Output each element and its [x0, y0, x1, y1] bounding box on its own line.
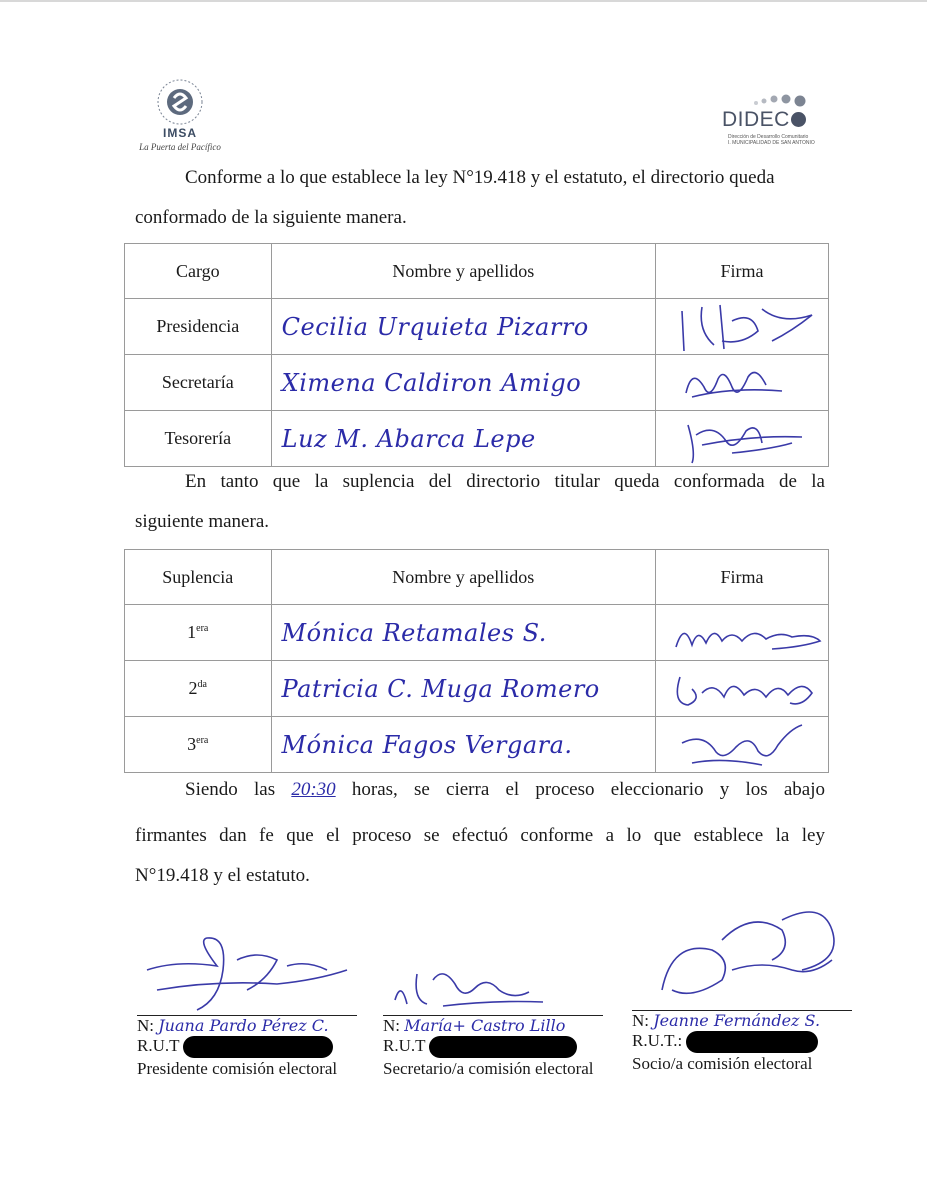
firma-cell [656, 717, 829, 773]
signature-block-secretario [383, 960, 613, 1080]
signature-image [662, 607, 822, 659]
signature-rut-row: R.U.T.: [632, 1031, 862, 1053]
suplencia-intro-line-1: En tanto que la suplencia del directorio titular queda conformada de la [185, 471, 825, 492]
table-header-row [125, 550, 829, 605]
closing-minutes: 30 [316, 779, 336, 800]
dideco-subtitle: Dirección de Desarrollo Comunitario I. MUNICIPALIDAD DE SAN ANTONIO [728, 134, 815, 146]
signature-image [632, 900, 862, 1010]
table-row [125, 605, 829, 661]
signature-name-row: N: María+ Castro Lillo [383, 1016, 566, 1035]
table-row [125, 355, 829, 411]
imsa-seal-icon [156, 78, 204, 126]
suplencia-cell: $3^{era}$ [125, 717, 272, 773]
signature-role: Presidente comisión electoral [137, 1059, 338, 1079]
redaction-bar [429, 1036, 577, 1058]
signature-rut-row: R.U.T [383, 1036, 613, 1058]
directorio-table [124, 243, 829, 467]
signature-image [662, 413, 822, 465]
closing-line-2: firmantes dan fe que el proceso se efectuó conforme a lo que establece la ley [135, 825, 825, 846]
header-nombre: Nombre y apellidos [271, 550, 656, 605]
closing-line-3: N°19.418 y el estatuto. [135, 865, 310, 886]
header-firma: Firma [656, 244, 829, 299]
redaction-bar [183, 1036, 333, 1058]
signature-name-row: N: Jeanne Fernández S. [632, 1011, 821, 1030]
nombre-cell: Patricia C. Muga Romero [271, 661, 656, 717]
nombre-cell: Cecilia Urquieta Pizarro [271, 299, 655, 355]
table-header-row [125, 244, 829, 299]
firma-cell [656, 605, 829, 661]
signature-image [137, 930, 367, 1015]
firma-cell [656, 299, 829, 355]
dideco-dots-icon [750, 92, 820, 108]
header-suplencia: Suplencia [125, 550, 272, 605]
dideco-name: DIDEC [722, 108, 806, 132]
page-top-edge [0, 0, 927, 2]
firma-cell [656, 355, 829, 411]
imsa-logo [130, 78, 230, 162]
dideco-logo [722, 92, 824, 158]
cargo-cell: Presidencia [125, 299, 272, 355]
signature-role: Socio/a comisión electoral [632, 1054, 813, 1074]
table-row [125, 717, 829, 773]
intro-line-1: Conforme a lo que establece la ley N°19.418 y el estatuto, el directorio queda [185, 167, 775, 188]
nombre-cell: Mónica Fagos Vergara. [271, 717, 656, 773]
signature-image [662, 663, 822, 715]
suplencia-intro-line-2: siguiente manera. [135, 511, 270, 532]
cargo-cell: Tesorería [125, 411, 272, 467]
table-row [125, 299, 829, 355]
suplencia-cell: $2^{da}$ [125, 661, 272, 717]
nombre-cell: Ximena Caldiron Amigo [271, 355, 655, 411]
header-nombre: Nombre y apellidos [271, 244, 655, 299]
signature-block-socio [632, 900, 862, 1075]
signature-block-presidente [137, 930, 367, 1080]
header-firma: Firma [656, 550, 829, 605]
closing-hour: 20 [291, 779, 311, 800]
firma-cell [656, 661, 829, 717]
suplencia-cell: $1^{era}$ [125, 605, 272, 661]
nombre-cell: Mónica Retamales S. [271, 605, 656, 661]
signature-image [383, 960, 613, 1015]
redaction-bar [686, 1031, 818, 1053]
closing-line-1: Siendo las 20:30 horas, se cierra el proceso eleccionario y los abajo [185, 779, 826, 800]
signature-name-row: N: Juana Pardo Pérez C. [137, 1016, 329, 1035]
closing-paragraph [135, 770, 825, 896]
signature-image [662, 719, 822, 771]
intro-line-2: conformado de la siguiente manera. [135, 207, 407, 228]
table-row [125, 661, 829, 717]
signature-image [662, 301, 822, 353]
table-row [125, 411, 829, 467]
signature-rut-row: R.U.T [137, 1036, 367, 1058]
firma-cell [656, 411, 829, 467]
signature-image [662, 357, 822, 409]
suplencia-table [124, 549, 829, 773]
header-cargo: Cargo [125, 244, 272, 299]
signature-role: Secretario/a comisión electoral [383, 1059, 594, 1079]
imsa-name: IMSA [163, 126, 197, 140]
nombre-cell: Luz M. Abarca Lepe [271, 411, 655, 467]
suplencia-intro-paragraph [135, 462, 825, 542]
cargo-cell: Secretaría [125, 355, 272, 411]
imsa-motto: La Puerta del Pacífico [139, 142, 221, 152]
intro-paragraph [135, 158, 825, 238]
